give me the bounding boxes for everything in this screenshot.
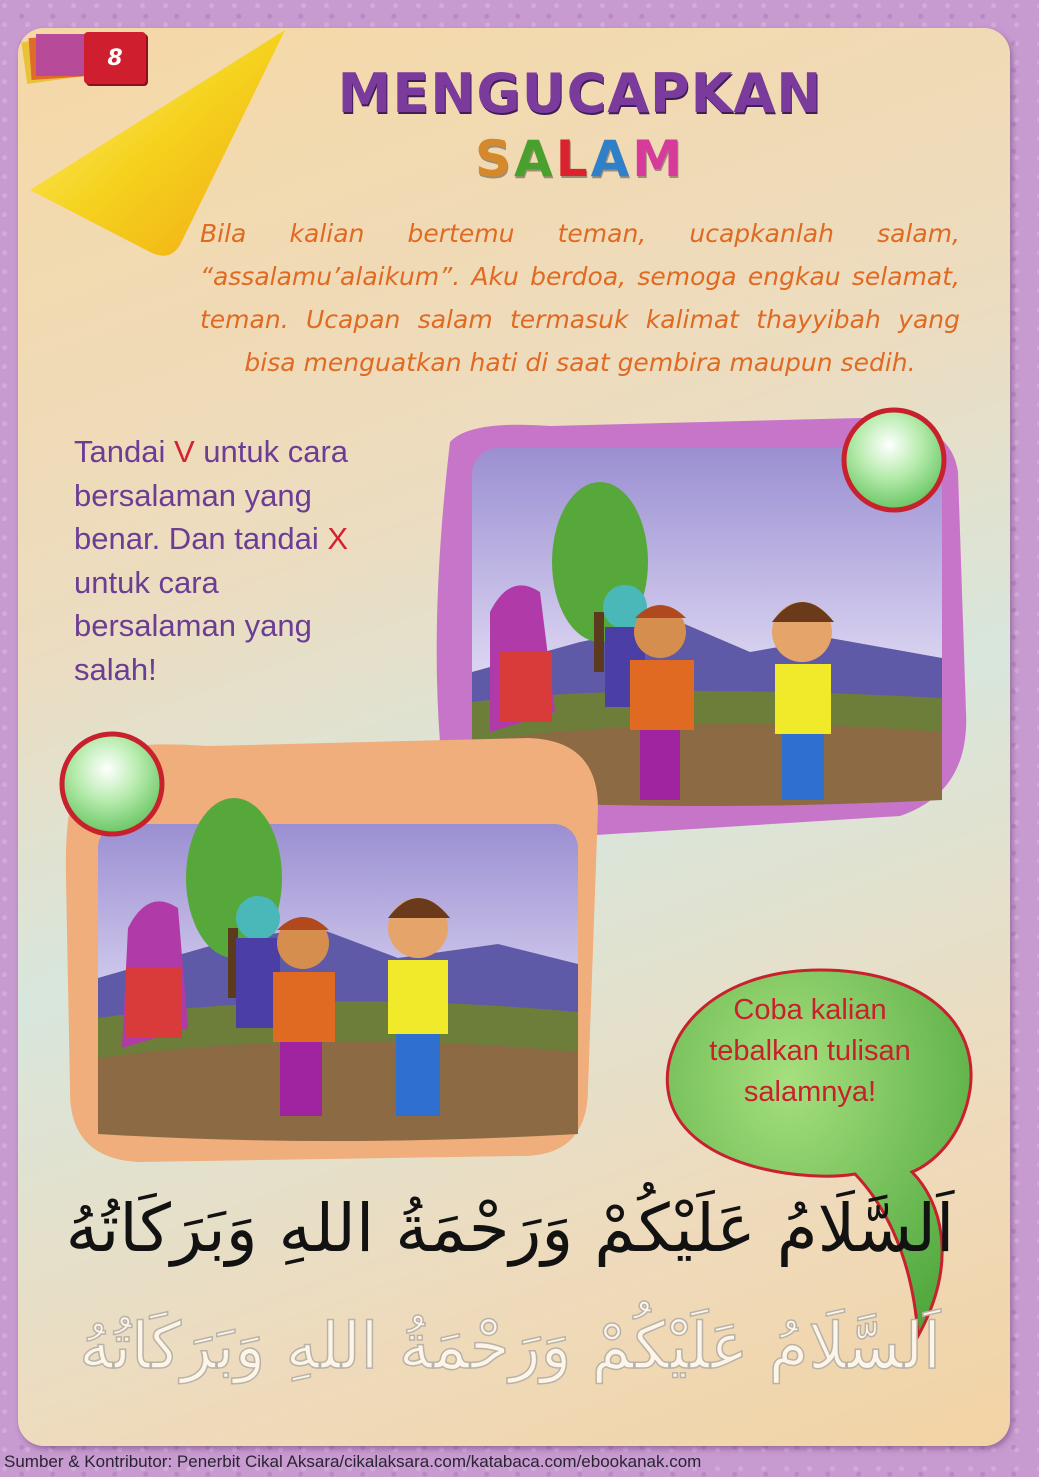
- page-number-badge: 8: [84, 32, 146, 84]
- instruction-part: Tandai: [74, 434, 174, 469]
- arabic-salam-tracing[interactable]: اَلسَّلَامُ عَلَيْكُمْ وَرَحْمَةُ اللهِ وَبَرَكَاتُهُ: [79, 1310, 941, 1384]
- subtitle-letter: M: [632, 130, 686, 188]
- arabic-salam-solid: اَلسَّلَامُ عَلَيْكُمْ وَرَحْمَةُ اللهِ وَبَرَكَاتُهُ: [65, 1190, 955, 1267]
- cross-mark-label: X: [327, 521, 349, 556]
- speech-bubble-text: [690, 990, 930, 1113]
- answer-circle-1[interactable]: [838, 404, 950, 516]
- bubble-line: salamnya!: [743, 1076, 877, 1108]
- subtitle-letter: L: [555, 130, 591, 188]
- instruction-part: untuk cara bersalaman yang salah!: [74, 564, 312, 687]
- subtitle-letter: S: [474, 130, 514, 188]
- page-title: MENGUCAPKAN: [337, 62, 823, 125]
- answer-circle-2[interactable]: [56, 728, 168, 840]
- source-credit: Sumber & Kontributor: Penerbit Cikal Aksara/cikalaksara.com/katabaca.com/ebookanak.com: [4, 1452, 702, 1471]
- page-subtitle: [320, 130, 840, 188]
- bubble-line: Coba kalian: [733, 994, 887, 1026]
- intro-paragraph: Bila kalian bertemu teman, ucapkanlah salam, “assalamu’alaikum”. Aku berdoa, semoga engkau selamat, teman. Ucapan salam termasuk kalimat thayyibah yang bisa menguatkan hati di saat gembira maupun sedih.: [200, 219, 960, 377]
- subtitle-letter: A: [590, 130, 633, 188]
- instruction-part: untuk cara bersalaman yang benar. Dan tandai: [74, 434, 349, 556]
- instruction-text: [74, 430, 384, 691]
- subtitle-letter: A: [513, 130, 556, 188]
- check-mark-label: V: [173, 434, 195, 469]
- bubble-line: tebalkan tulisan: [709, 1035, 911, 1067]
